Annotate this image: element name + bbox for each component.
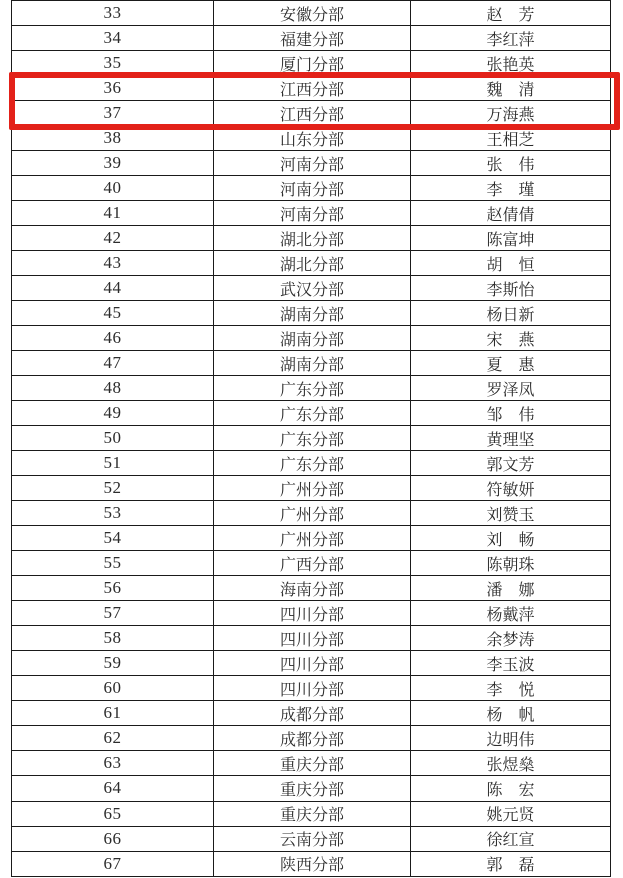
row-number-cell: 51 <box>12 451 214 476</box>
branch-cell: 四川分部 <box>214 651 411 676</box>
name-cell: 赵 芳 <box>411 1 611 26</box>
row-number-cell: 42 <box>12 226 214 251</box>
branch-cell: 福建分部 <box>214 26 411 51</box>
row-number-cell: 62 <box>12 726 214 751</box>
table-row <box>12 226 611 251</box>
branch-cell: 海南分部 <box>214 576 411 601</box>
table-row <box>12 751 611 776</box>
name-cell: 魏 清 <box>411 76 611 101</box>
name-cell: 黄理坚 <box>411 426 611 451</box>
row-number-cell: 43 <box>12 251 214 276</box>
name-cell: 姚元贤 <box>411 801 611 826</box>
row-number-cell: 61 <box>12 701 214 726</box>
branch-cell: 江西分部 <box>214 101 411 126</box>
row-number-cell: 67 <box>12 851 214 876</box>
branch-cell: 安徽分部 <box>214 1 411 26</box>
row-number-cell: 34 <box>12 26 214 51</box>
branch-cell: 湖北分部 <box>214 251 411 276</box>
row-number-cell: 45 <box>12 301 214 326</box>
name-cell: 张煜燊 <box>411 751 611 776</box>
branch-cell: 武汉分部 <box>214 276 411 301</box>
branch-cell: 重庆分部 <box>214 801 411 826</box>
table-row <box>12 351 611 376</box>
name-cell: 张 伟 <box>411 151 611 176</box>
table-row <box>12 401 611 426</box>
table-row <box>12 51 611 76</box>
branch-cell: 陕西分部 <box>214 851 411 876</box>
branch-cell: 江西分部 <box>214 76 411 101</box>
table-row <box>12 451 611 476</box>
branch-cell: 四川分部 <box>214 676 411 701</box>
name-cell: 夏 惠 <box>411 351 611 376</box>
branch-cell: 成都分部 <box>214 726 411 751</box>
row-number-cell: 59 <box>12 651 214 676</box>
row-number-cell: 65 <box>12 801 214 826</box>
table-row <box>12 726 611 751</box>
table-row <box>12 501 611 526</box>
table-row <box>12 276 611 301</box>
row-number-cell: 40 <box>12 176 214 201</box>
name-cell: 杨日新 <box>411 301 611 326</box>
branch-cell: 河南分部 <box>214 176 411 201</box>
branch-cell: 广东分部 <box>214 426 411 451</box>
table-row <box>12 551 611 576</box>
branch-cell: 广西分部 <box>214 551 411 576</box>
table-row <box>12 426 611 451</box>
table-row <box>12 126 611 151</box>
branch-cell: 湖南分部 <box>214 301 411 326</box>
row-number-cell: 48 <box>12 376 214 401</box>
branch-cell: 广州分部 <box>214 501 411 526</box>
row-number-cell: 36 <box>12 76 214 101</box>
row-number-cell: 46 <box>12 326 214 351</box>
name-cell: 李 瑾 <box>411 176 611 201</box>
row-number-cell: 47 <box>12 351 214 376</box>
table-row <box>12 826 611 851</box>
name-cell: 郭文芳 <box>411 451 611 476</box>
branch-cell: 广州分部 <box>214 526 411 551</box>
table-row <box>12 376 611 401</box>
table-row <box>12 1 611 26</box>
table-row <box>12 151 611 176</box>
branch-cell: 广州分部 <box>214 476 411 501</box>
name-cell: 李玉波 <box>411 651 611 676</box>
table-row <box>12 626 611 651</box>
row-number-cell: 50 <box>12 426 214 451</box>
table-row <box>12 601 611 626</box>
row-number-cell: 35 <box>12 51 214 76</box>
name-cell: 徐红宣 <box>411 826 611 851</box>
row-number-cell: 57 <box>12 601 214 626</box>
row-number-cell: 60 <box>12 676 214 701</box>
row-number-cell: 33 <box>12 1 214 26</box>
table-row <box>12 851 611 876</box>
branch-cell: 四川分部 <box>214 626 411 651</box>
row-number-cell: 37 <box>12 101 214 126</box>
table-row <box>12 26 611 51</box>
name-cell: 符敏妍 <box>411 476 611 501</box>
name-cell: 张艳英 <box>411 51 611 76</box>
name-cell: 宋 燕 <box>411 326 611 351</box>
name-cell: 李 悦 <box>411 676 611 701</box>
table-row <box>12 201 611 226</box>
table-row <box>12 676 611 701</box>
branch-cell: 山东分部 <box>214 126 411 151</box>
table-row <box>12 101 611 126</box>
name-cell: 邹 伟 <box>411 401 611 426</box>
branch-cell: 厦门分部 <box>214 51 411 76</box>
name-cell: 赵倩倩 <box>411 201 611 226</box>
row-number-cell: 49 <box>12 401 214 426</box>
row-number-cell: 64 <box>12 776 214 801</box>
name-cell: 潘 娜 <box>411 576 611 601</box>
branch-cell: 成都分部 <box>214 701 411 726</box>
row-number-cell: 52 <box>12 476 214 501</box>
name-cell: 王相芝 <box>411 126 611 151</box>
table-row <box>12 301 611 326</box>
name-cell: 陈朝珠 <box>411 551 611 576</box>
table-row <box>12 651 611 676</box>
name-cell: 罗泽凤 <box>411 376 611 401</box>
branch-cell: 湖南分部 <box>214 326 411 351</box>
name-cell: 万海燕 <box>411 101 611 126</box>
branch-cell: 河南分部 <box>214 151 411 176</box>
name-cell: 郭 磊 <box>411 851 611 876</box>
table-row <box>12 776 611 801</box>
name-cell: 杨戴萍 <box>411 601 611 626</box>
table-row <box>12 801 611 826</box>
table-row <box>12 476 611 501</box>
name-cell: 刘赞玉 <box>411 501 611 526</box>
name-cell: 李红萍 <box>411 26 611 51</box>
row-number-cell: 54 <box>12 526 214 551</box>
branch-cell: 重庆分部 <box>214 776 411 801</box>
table-row <box>12 576 611 601</box>
name-cell: 李斯怡 <box>411 276 611 301</box>
table-row <box>12 701 611 726</box>
branch-cell: 湖北分部 <box>214 226 411 251</box>
name-cell: 胡 恒 <box>411 251 611 276</box>
branch-cell: 广东分部 <box>214 376 411 401</box>
branch-cell: 广东分部 <box>214 451 411 476</box>
row-number-cell: 39 <box>12 151 214 176</box>
branch-cell: 河南分部 <box>214 201 411 226</box>
table-row <box>12 176 611 201</box>
name-cell: 刘 畅 <box>411 526 611 551</box>
name-cell: 杨 帆 <box>411 701 611 726</box>
name-cell: 陈富坤 <box>411 226 611 251</box>
row-number-cell: 63 <box>12 751 214 776</box>
row-number-cell: 66 <box>12 826 214 851</box>
branch-cell: 重庆分部 <box>214 751 411 776</box>
row-number-cell: 53 <box>12 501 214 526</box>
table-row <box>12 526 611 551</box>
table-row <box>12 76 611 101</box>
branch-cell: 广东分部 <box>214 401 411 426</box>
name-cell: 边明伟 <box>411 726 611 751</box>
row-number-cell: 55 <box>12 551 214 576</box>
roster-table <box>11 0 611 877</box>
row-number-cell: 56 <box>12 576 214 601</box>
table-row <box>12 326 611 351</box>
row-number-cell: 58 <box>12 626 214 651</box>
branch-cell: 四川分部 <box>214 601 411 626</box>
row-number-cell: 38 <box>12 126 214 151</box>
table-body <box>12 1 611 877</box>
name-cell: 余梦涛 <box>411 626 611 651</box>
name-cell: 陈 宏 <box>411 776 611 801</box>
branch-cell: 云南分部 <box>214 826 411 851</box>
table-row <box>12 251 611 276</box>
row-number-cell: 41 <box>12 201 214 226</box>
row-number-cell: 44 <box>12 276 214 301</box>
branch-cell: 湖南分部 <box>214 351 411 376</box>
